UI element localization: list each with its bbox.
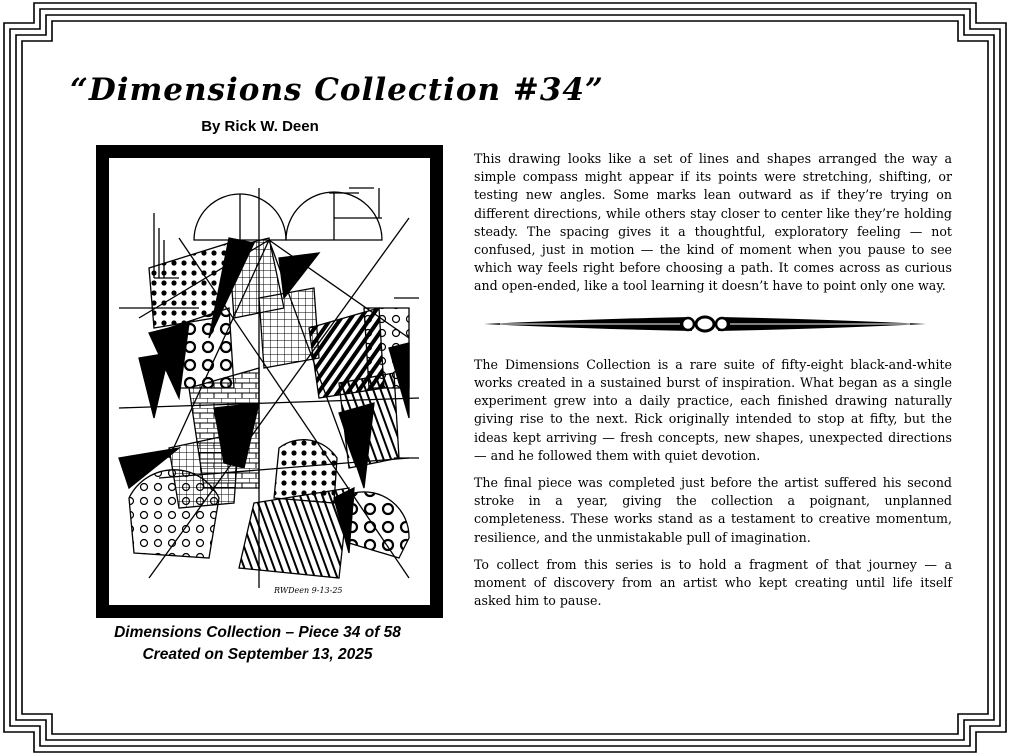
description-column [474,150,952,619]
artwork-drawing [109,158,430,605]
artwork-caption [90,622,425,666]
page-title: “Dimensions Collection #34” [70,72,604,108]
paragraph-drawing-description: This drawing looks like a set of lines and shapes arranged the way a simple compass might appear if its points were stretching, shifting, or testing new angles. Some marks lean outward as if they’re trying on different directions, while others stay closer to center like they’re holding steady. The spacing gives it a thoughtful, exploratory feeling — not confused, just in motion — the kind of moment when you pause to see which way feels right before choosing a path. It comes across as curious and open-ended, like a tool learning it doesn’t have to point only one way. [474,151,952,294]
artwork-signature: RWDeen 9-13-25 [274,586,343,595]
artist-byline: By Rick W. Deen [201,118,319,135]
artwork-frame [96,145,443,618]
ornamental-divider [480,311,930,337]
caption-piece-number: Dimensions Collection – Piece 34 of 58 [114,624,401,641]
paragraph-final-piece: The final piece was completed just before the artist suffered his second stroke in a year, giving the collection a poignant, unplanned completeness. These works stand as a testament to creative momentum, resilience, and the unmistakable pull of imagination. [474,475,952,545]
paragraph-collection-history: The Dimensions Collection is a rare suite of fifty-eight black-and-white works created in a sustained burst of inspiration. What began as a single experiment grew into a daily practice, each finished drawing naturally giving rise to the next. Rick originally intended to stop at fifty, but the ideas kept arriving — fresh concepts, new shapes, unexpected directions — and he followed them with quiet devotion. [474,356,952,463]
paragraph-collecting: To collect from this series is to hold a fragment of that journey — a moment of discovery from an artist who kept creating until life itself asked him to pause. [474,556,952,609]
caption-creation-date: Created on September 13, 2025 [142,646,373,663]
